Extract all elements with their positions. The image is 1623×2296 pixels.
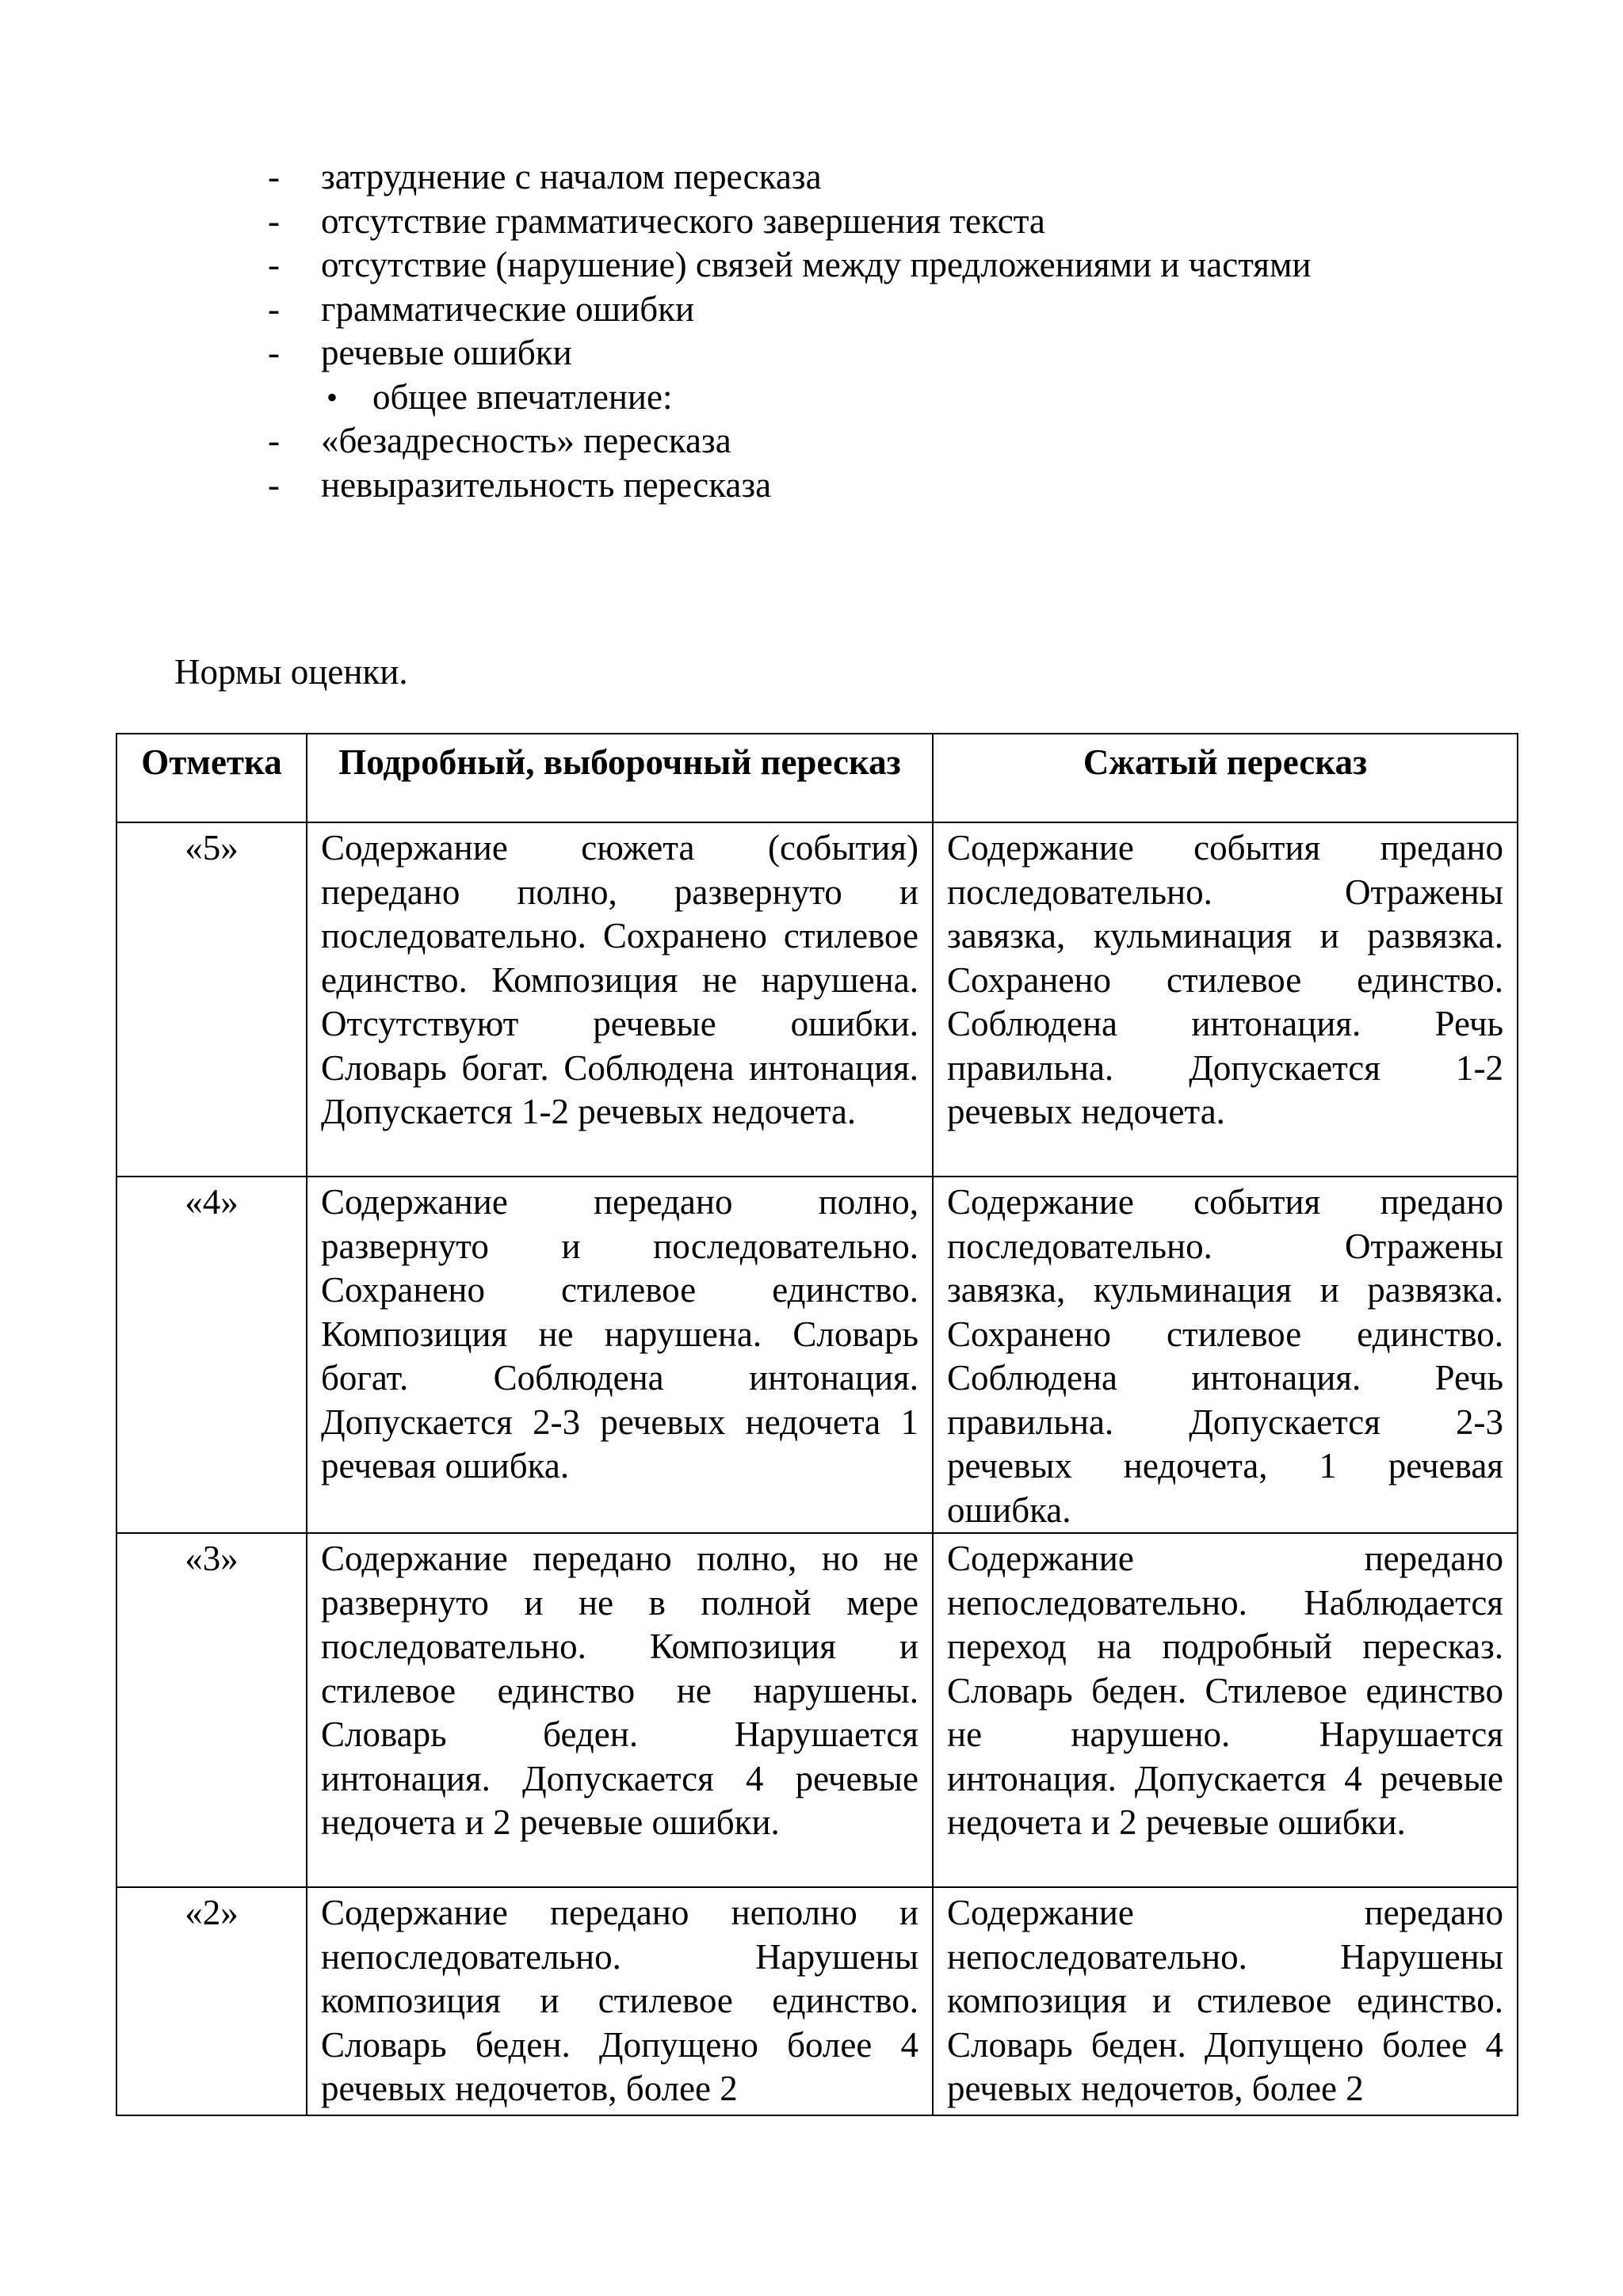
list-item <box>262 419 1529 463</box>
column-header-brief: Сжатый пересказ <box>933 734 1518 822</box>
list-item-text: невыразительность пересказа <box>321 464 772 505</box>
brief-retelling-cell: Содержание передано непоследовательно. Нарушены композиция и стилевое единство. Словарь беден. Допущено более 4 речевых недочетов, более 2 <box>933 1887 1518 2115</box>
list-item <box>262 288 1529 332</box>
brief-retelling-cell: Содержание события предано последовательно. Отражены завязка, кульминация и развязка. Сохранено стилевое единство. Соблюдена интонация. Речь правильна. Допускается 2-3 речевых недочета, 1 речевая ошибка. <box>933 1177 1518 1533</box>
table-row <box>116 1533 1518 1887</box>
list-item <box>262 155 1529 200</box>
column-header-detailed: Подробный, выборочный пересказ <box>307 734 933 822</box>
list-item-text: общее впечатление: <box>372 376 673 417</box>
dash-marker: - <box>268 333 280 372</box>
table-header-row <box>116 734 1518 822</box>
detailed-retelling-cell: Содержание передано полно, но не развернуто и не в полной мере последовательно. Композиция и стилевое единство не нарушены. Словарь беден. Нарушается интонация. Допускается 4 речевые недочета и 2 речевые ошибки. <box>307 1533 933 1887</box>
grade-cell: «2» <box>116 1887 307 2115</box>
list-item-text: «безадресность» пересказа <box>321 421 731 460</box>
grading-table <box>116 733 1518 2116</box>
table-row <box>116 822 1518 1177</box>
section-title: Нормы оценки. <box>174 652 408 692</box>
dash-marker: - <box>268 245 280 284</box>
list-item-text: затруднение с началом пересказа <box>321 157 822 196</box>
table-row <box>116 1887 1518 2115</box>
list-item <box>262 243 1529 288</box>
list-item-text: отсутствие (нарушение) связей между предложениями и частями <box>321 245 1312 284</box>
list-item <box>262 376 1529 420</box>
dash-marker: - <box>268 288 280 329</box>
dash-marker: - <box>268 421 280 460</box>
detailed-retelling-cell: Содержание сюжета (события) передано полно, развернуто и последовательно. Сохранено стилевое единство. Композиция не нарушена. Отсутствуют речевые ошибки. Словарь богат. Соблюдена интонация. Допускается 1-2 речевых недочета. <box>307 822 933 1177</box>
brief-retelling-cell: Содержание события предано последовательно. Отражены завязка, кульминация и развязка. Сохранено стилевое единство. Соблюдена интонация. Речь правильна. Допускается 1-2 речевых недочета. <box>933 822 1518 1177</box>
list-item-text: отсутствие грамматического завершения текста <box>321 200 1045 241</box>
brief-retelling-cell: Содержание передано непоследовательно. Наблюдается переход на подробный пересказ. Словарь беден. Стилевое единство не нарушено. Нарушается интонация. Допускается 4 речевые недочета и 2 речевые ошибки. <box>933 1533 1518 1887</box>
table-row <box>116 1177 1518 1533</box>
grade-cell: «3» <box>116 1533 307 1887</box>
bullet-dot-icon: • <box>327 379 338 415</box>
detailed-retelling-cell: Содержание передано неполно и непоследовательно. Нарушены композиция и стилевое единство. Словарь беден. Допущено более 4 речевых недочетов, более 2 <box>307 1887 933 2115</box>
detailed-retelling-cell: Содержание передано полно, развернуто и последовательно. Сохранено стилевое единство. Композиция не нарушена. Словарь богат. Соблюдена интонация. Допускается 2-3 речевых недочета 1 речевая ошибка. <box>307 1177 933 1533</box>
dash-marker: - <box>268 157 280 196</box>
list-item-text: грамматические ошибки <box>321 288 695 329</box>
list-item-text: речевые ошибки <box>321 333 572 372</box>
grade-cell: «5» <box>116 822 307 1177</box>
criteria-list <box>262 155 1529 507</box>
list-item <box>262 463 1529 508</box>
grade-cell: «4» <box>116 1177 307 1533</box>
dash-marker: - <box>268 200 280 241</box>
list-item <box>262 331 1529 376</box>
list-item <box>262 200 1529 244</box>
dash-marker: - <box>268 464 280 505</box>
column-header-mark: Отметка <box>116 734 307 822</box>
